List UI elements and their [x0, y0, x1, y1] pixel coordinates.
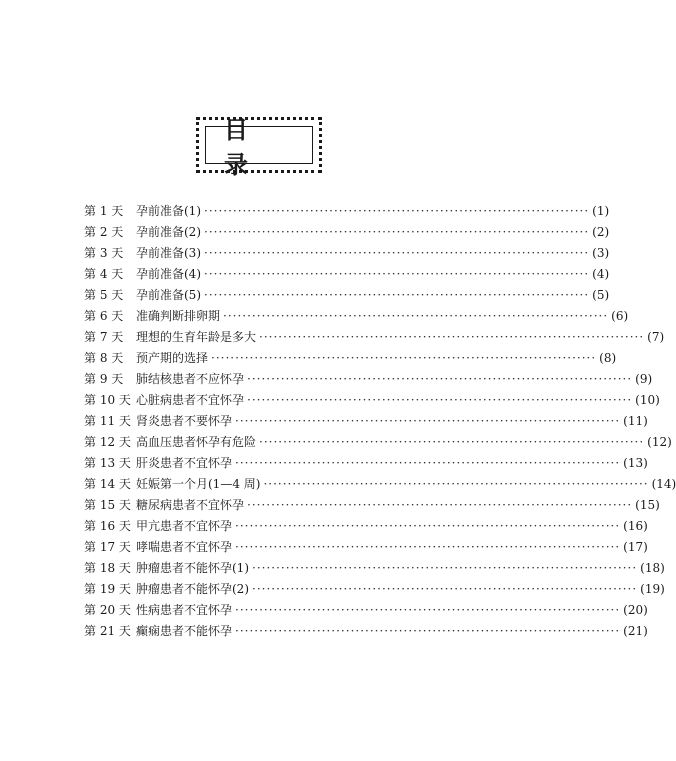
toc-dot-leader: ················································································: [204, 204, 590, 218]
toc-entry[interactable]: [84, 453, 648, 474]
toc-entry-title: 肺结核患者不应怀孕: [136, 372, 245, 386]
toc-entry[interactable]: [84, 621, 648, 642]
toc-entry-day: 第 12 天: [84, 435, 131, 449]
toc-dot-leader: ················································································: [235, 603, 621, 617]
toc-entry-page-number: (3): [592, 246, 610, 260]
toc-entry-day: 第 4 天: [84, 267, 124, 281]
toc-entry-day: 第 13 天: [84, 456, 131, 470]
toc-entry-page-number: (5): [592, 288, 610, 302]
toc-dot-leader: ················································································: [211, 351, 597, 365]
toc-entry-title: 肝炎患者不宜怀孕: [136, 456, 233, 470]
toc-dot-leader: ················································································: [235, 540, 621, 554]
toc-entry-page-number: (7): [647, 330, 665, 344]
toc-entry-day: 第 10 天: [84, 393, 131, 407]
toc-entry[interactable]: [84, 369, 653, 390]
toc-entry-title: 甲亢患者不宜怀孕: [136, 519, 233, 533]
toc-entry-title: 哮喘患者不宜怀孕: [136, 540, 233, 554]
toc-entry[interactable]: [84, 348, 617, 369]
toc-entry-day: 第 7 天: [84, 330, 124, 344]
toc-entry-page-number: (12): [647, 435, 672, 449]
toc-entry-title: 孕前准备(4): [136, 267, 201, 281]
toc-entry-page-number: (13): [623, 456, 648, 470]
toc-dot-leader: ················································································: [247, 393, 633, 407]
toc-entry-title: 肿瘤患者不能怀孕(2): [136, 582, 249, 596]
toc-entry[interactable]: [84, 222, 610, 243]
toc-entry-page-number: (16): [623, 519, 648, 533]
toc-entry-page-number: (4): [592, 267, 610, 281]
toc-entry[interactable]: [84, 327, 665, 348]
toc-entry-title: 心脏病患者不宜怀孕: [136, 393, 245, 407]
toc-entry-page-number: (18): [640, 561, 665, 575]
toc-entry-title: 癫痫患者不能怀孕: [136, 624, 233, 638]
toc-dot-leader: ················································································: [247, 498, 633, 512]
toc-entry-page-number: (21): [623, 624, 648, 638]
toc-entry-day: 第 19 天: [84, 582, 131, 596]
toc-entry-page-number: (1): [592, 204, 610, 218]
toc-entry-page-number: (14): [651, 477, 676, 491]
toc-entry-page-number: (8): [599, 351, 617, 365]
toc-entry-title: 准确判断排卵期: [136, 309, 221, 323]
toc-entry-title: 孕前准备(5): [136, 288, 201, 302]
toc-entry-page-number: (19): [640, 582, 665, 596]
toc-entry[interactable]: [84, 390, 660, 411]
toc-dot-leader: ················································································: [204, 246, 590, 260]
toc-dot-leader: ················································································: [235, 456, 621, 470]
toc-entry-page-number: (2): [592, 225, 610, 239]
toc-entry[interactable]: [84, 579, 665, 600]
toc-entry-day: 第 21 天: [84, 624, 131, 638]
toc-entry-page-number: (20): [623, 603, 648, 617]
toc-entry-day: 第 15 天: [84, 498, 131, 512]
toc-entry-title: 糖尿病患者不宜怀孕: [136, 498, 245, 512]
toc-entry-page-number: (6): [611, 309, 629, 323]
toc-dot-leader: ················································································: [235, 519, 621, 533]
toc-entry-title: 理想的生育年龄是多大: [136, 330, 257, 344]
toc-entry-day: 第 14 天: [84, 477, 131, 491]
toc-entry-day: 第 6 天: [84, 309, 124, 323]
toc-entry-day: 第 17 天: [84, 540, 131, 554]
toc-entry-day: 第 20 天: [84, 603, 131, 617]
toc-entry-day: 第 8 天: [84, 351, 124, 365]
toc-entry-day: 第 18 天: [84, 561, 131, 575]
toc-dot-leader: ················································································: [204, 225, 590, 239]
toc-entry-day: 第 1 天: [84, 204, 124, 218]
toc-dot-leader: ················································································: [259, 435, 645, 449]
toc-dot-leader: ················································································: [235, 624, 621, 638]
toc-entry[interactable]: [84, 600, 648, 621]
toc-dot-leader: ················································································: [259, 330, 645, 344]
toc-title-frame: [196, 116, 322, 179]
toc-dot-leader: ················································································: [204, 267, 590, 281]
toc-entry-day: 第 2 天: [84, 225, 124, 239]
toc-dot-leader: ················································································: [247, 372, 633, 386]
toc-entry-title: 肿瘤患者不能怀孕(1): [136, 561, 249, 575]
toc-entry-day: 第 5 天: [84, 288, 124, 302]
toc-entry-title: 孕前准备(3): [136, 246, 201, 260]
table-of-contents: [84, 201, 676, 642]
toc-entry-title: 肾炎患者不要怀孕: [136, 414, 233, 428]
toc-entry-page-number: (10): [635, 393, 660, 407]
toc-entry-title: 孕前准备(1): [136, 204, 201, 218]
toc-entry[interactable]: [84, 201, 610, 222]
toc-dot-leader: ················································································: [252, 582, 638, 596]
toc-entry-title: 高血压患者怀孕有危险: [136, 435, 257, 449]
toc-entry-title: 预产期的选择: [136, 351, 209, 365]
toc-entry[interactable]: [84, 306, 629, 327]
toc-entry[interactable]: [84, 432, 672, 453]
toc-entry-page-number: (17): [623, 540, 648, 554]
toc-dot-leader: ················································································: [223, 309, 609, 323]
toc-entry-day: 第 3 天: [84, 246, 124, 260]
toc-entry-title: 孕前准备(2): [136, 225, 201, 239]
toc-entry[interactable]: [84, 285, 610, 306]
toc-entry[interactable]: [84, 558, 665, 579]
toc-entry[interactable]: [84, 264, 610, 285]
toc-entry-page-number: (9): [635, 372, 653, 386]
toc-entry-page-number: (11): [623, 414, 648, 428]
toc-entry-day: 第 11 天: [84, 414, 131, 428]
toc-dot-leader: ················································································: [204, 288, 590, 302]
toc-dot-leader: ················································································: [252, 561, 638, 575]
toc-dot-leader: ················································································: [235, 414, 621, 428]
toc-entry[interactable]: [84, 516, 648, 537]
toc-title-inner-frame: [205, 116, 313, 179]
toc-entry-day: 第 9 天: [84, 372, 124, 386]
toc-entry[interactable]: [84, 474, 676, 495]
toc-entry-page-number: (15): [635, 498, 660, 512]
toc-title: 目 录: [224, 116, 266, 179]
toc-entry-title: 妊娠第一个月(1—4 周): [136, 477, 261, 491]
toc-entry[interactable]: [84, 495, 660, 516]
toc-entry-title: 性病患者不宜怀孕: [136, 603, 233, 617]
toc-entry-day: 第 16 天: [84, 519, 131, 533]
toc-entry[interactable]: [84, 243, 610, 264]
toc-entry[interactable]: [84, 411, 648, 432]
toc-dot-leader: ················································································: [263, 477, 649, 491]
toc-entry[interactable]: [84, 537, 648, 558]
